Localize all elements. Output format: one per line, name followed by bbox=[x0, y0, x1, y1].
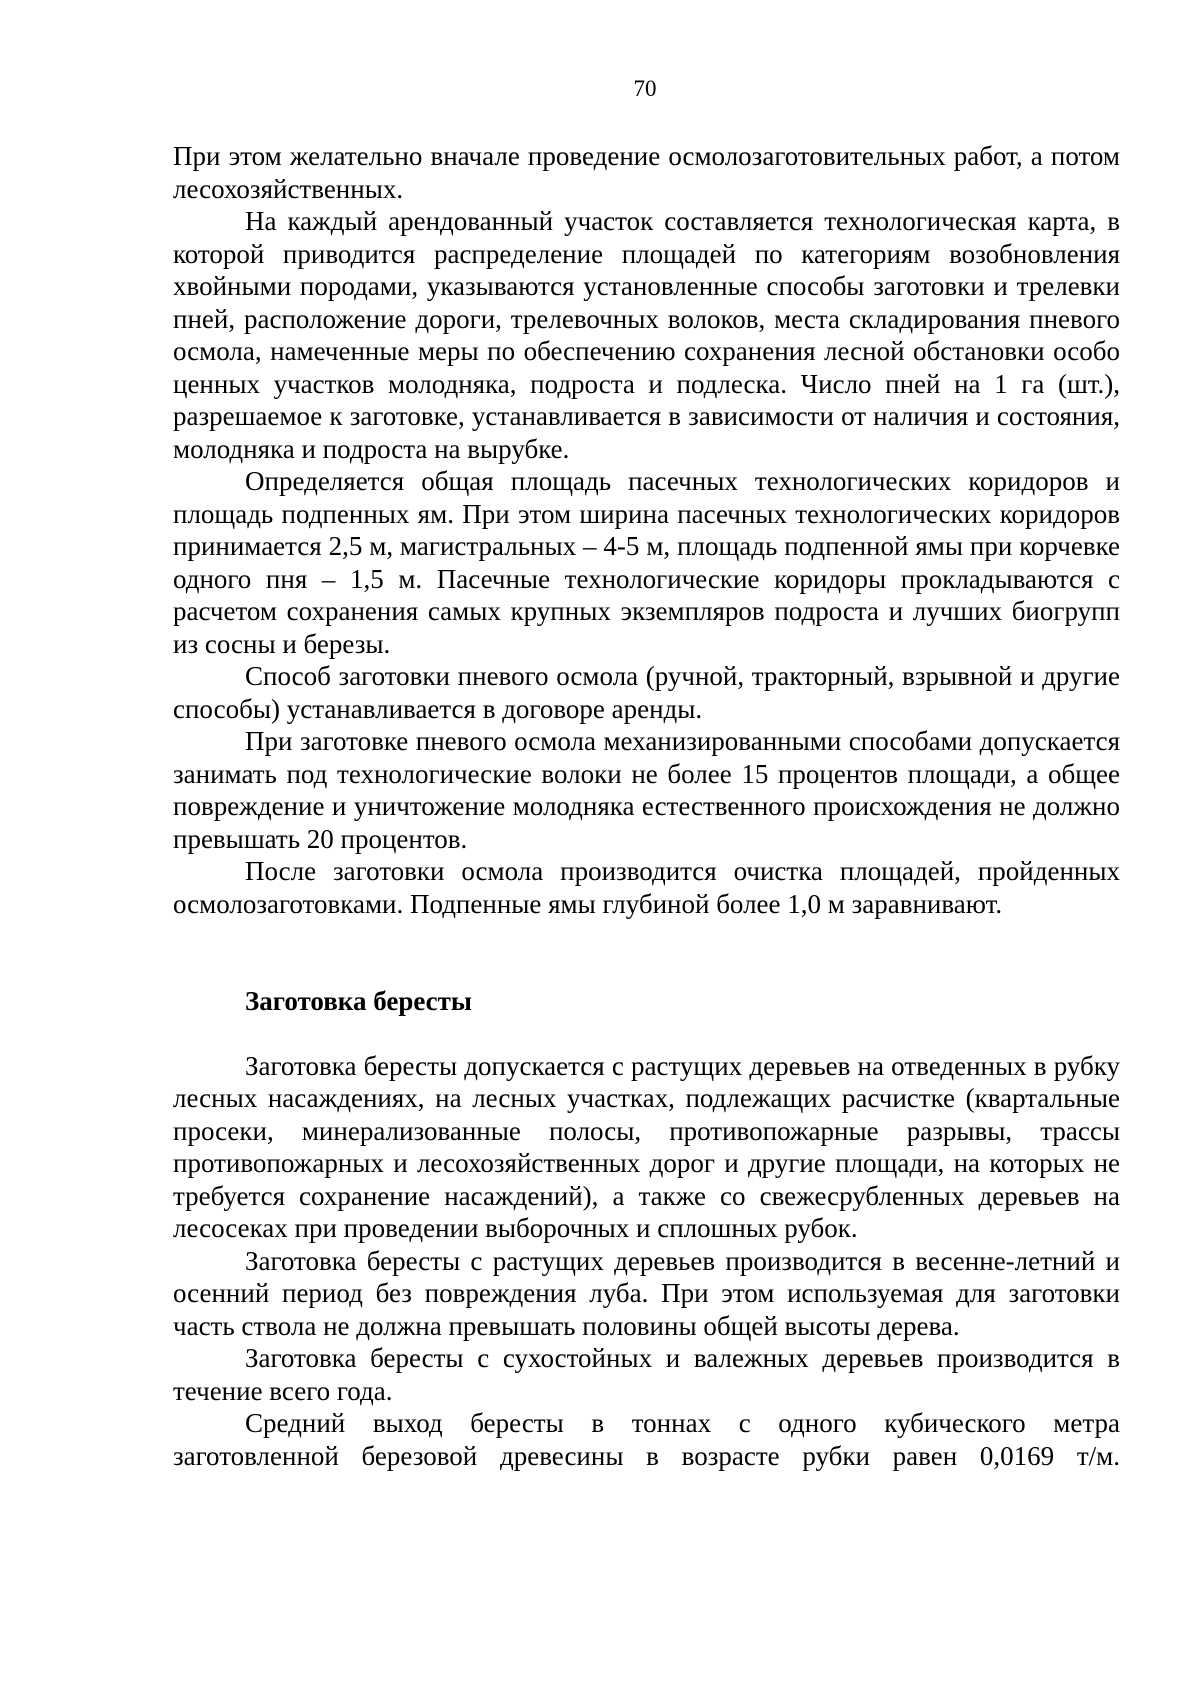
paragraph: При этом желательно вначале проведение осмолозаготовительных работ, а потом лесохозяйственных. bbox=[173, 141, 1120, 204]
paragraph: После заготовки осмола производится очистка площадей, пройденных осмолозаготовками. Подпенные ямы глубиной более 1,0 м заравнивают. bbox=[173, 856, 1120, 919]
section-heading: Заготовка бересты bbox=[245, 986, 472, 1016]
paragraph: Заготовка бересты допускается с растущих деревьев на отведенных в рубку лесных насаждениях, на лесных участках, подлежащих расчистке (квартальные просеки, минерализованные полосы, противопожарные разрывы, трассы противопожарных и лесохозяйственных дорог и другие площади, на которых не требуется сохранение насаждений), а также со свежесрубленных деревьев на лесосеках при проведении выборочных и сплошных рубок. bbox=[173, 1050, 1120, 1243]
paragraph: Способ заготовки пневого осмола (ручной, тракторный, взрывной и другие способы) устанавливается в договоре аренды. bbox=[173, 661, 1120, 724]
paragraph: Средний выход бересты в тоннах с одного кубического метра заготовленной березовой древесины в возрасте рубки равен 0,0169 т/м. bbox=[173, 1408, 1120, 1471]
document-body bbox=[173, 140, 1120, 1472]
paragraph: Определяется общая площадь пасечных технологических коридоров и площадь подпенных ям. При этом ширина пасечных технологических коридоров принимается 2,5 м, магистральных – 4-5 м, площадь подпенной ямы при корчевке одного пня – 1,5 м. Пасечные технологические коридоры прокладываются с расчетом сохранения самых крупных экземпляров подроста и лучших биогрупп из сосны и березы. bbox=[173, 466, 1120, 659]
page-number: 70 bbox=[633, 76, 657, 101]
paragraph: На каждый арендованный участок составляется технологическая карта, в которой приводится распределение площадей по категориям возобновления хвойными породами, указываются установленные способы заготовки и трелевки пней, расположение дороги, трелевочных волоков, места складирования пневого осмола, намеченные меры по обеспечению сохранения лесной обстановки особо ценных участков молодняка, подроста и подлеска. Число пней на 1 га (шт.), разрешаемое к заготовке, устанавливается в зависимости от наличия и состояния, молодняка и подроста на вырубке. bbox=[173, 206, 1120, 464]
paragraph: Заготовка бересты с растущих деревьев производится в весенне-летний и осенний период без повреждения луба. При этом используемая для заготовки часть ствола не должна превышать половины общей высоты дерева. bbox=[173, 1245, 1120, 1341]
paragraph: Заготовка бересты с сухостойных и валежных деревьев производится в течение всего года. bbox=[173, 1343, 1120, 1406]
paragraph: При заготовке пневого осмола механизированными способами допускается занимать под технологические волоки не более 15 процентов площади, а общее повреждение и уничтожение молодняка естественного происхождения не должно превышать 20 процентов. bbox=[173, 726, 1120, 854]
